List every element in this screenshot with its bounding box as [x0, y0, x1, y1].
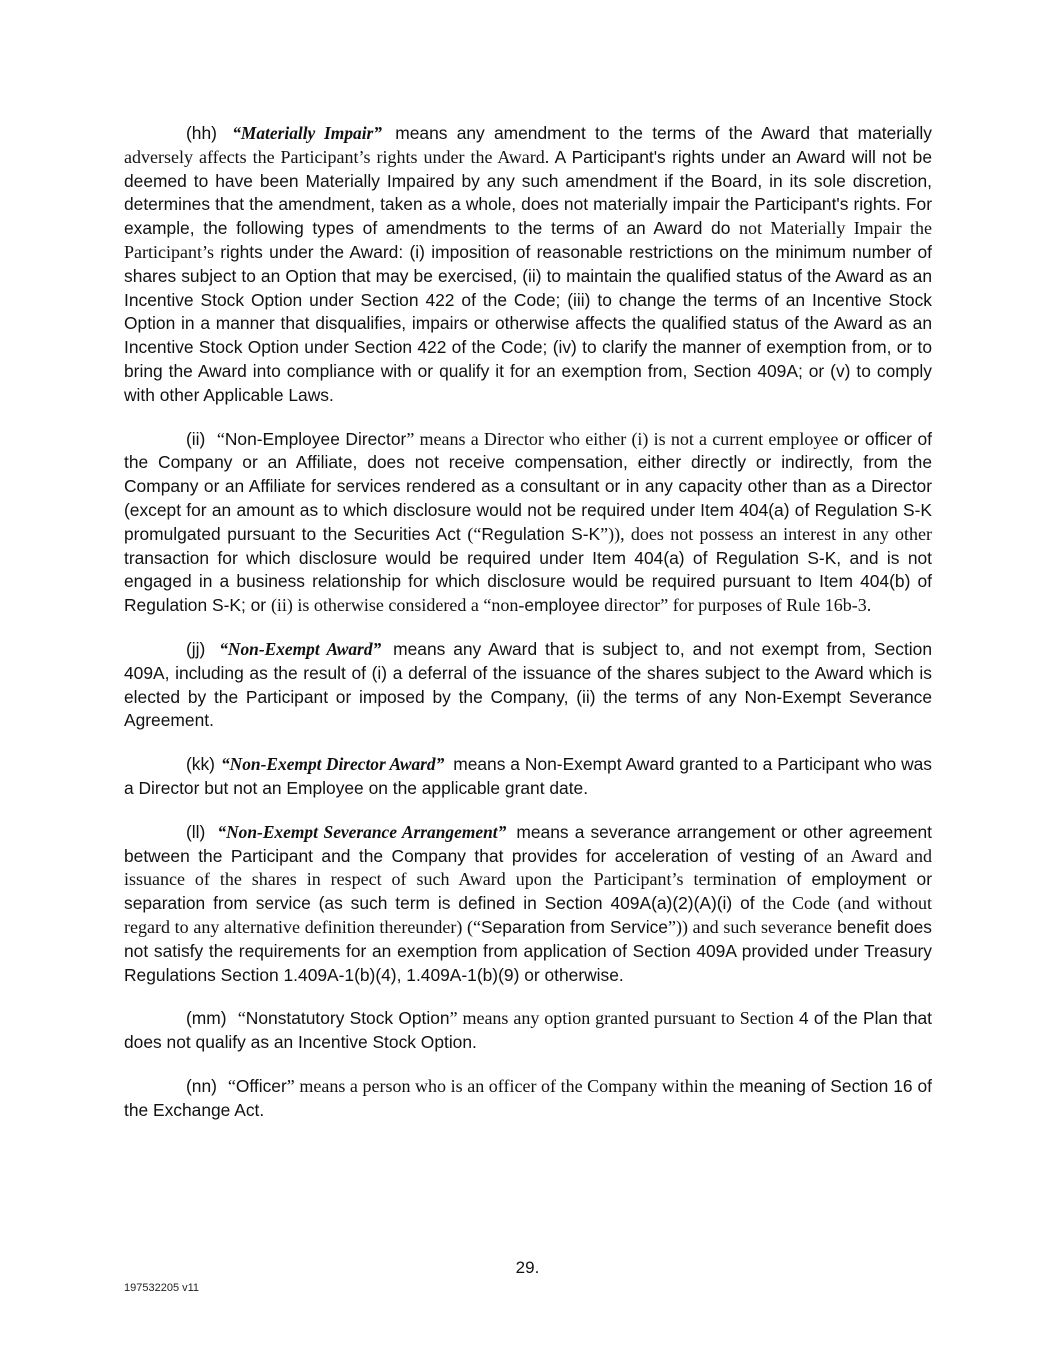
defined-term: “Non-Exempt Severance Arrangement” — [217, 821, 507, 842]
section-number: (ii) — [186, 428, 206, 449]
definition-hh — [124, 122, 932, 408]
definition-text: rights under the Award: (i) imposition of reasonable restrictions on the minimum number of shares subject to an Option that may be exercised, (ii) to maintain the qualified status of the Award as an Incentive Stock Option under Section 422 of the Code; (iii) to change the terms of an Incentive Stock Option in a manner that disqualifies, impairs or otherwise affects the qualified status of the Award as an Incentive Stock Option under Section 422 of the Code; (iv) to clarify the manner of exemption from, or to bring the Award into compliance with or qualify it for an exemption from, Section 409A; or (v) to comply with other Applicable Laws. — [124, 241, 932, 405]
section-number: (mm) — [186, 1008, 227, 1029]
defined-term: Nonstatutory Stock Option — [245, 1008, 450, 1029]
defined-term: “Materially Impair” — [232, 123, 383, 143]
definition-text: or officer of the Company or an Affiliate, does not receive compensation, either directly or indirectly, from the Company or an Affiliate for services rendered as a consultant or in any capacity other than as a Director (except for an amount as to which disclosure would not be required under Item 404(a) of Regulation S-K promulgated pursuant to the Securities Act — [124, 428, 933, 544]
definition-text: means a Non-Exempt Award granted to a Participant who was a Director but not an Employee on the applicable grant date. — [124, 754, 932, 798]
definition-text: means any amendment to the terms of the Award that materially — [386, 123, 932, 143]
document-body — [124, 122, 932, 1142]
section-number: (jj) — [186, 638, 206, 659]
defined-term: Officer — [235, 1075, 287, 1096]
definition-text-serif: ” means a person who is an officer of the Company within the — [286, 1075, 735, 1096]
definition-text: 4 of the Plan that does not qualify as an Incentive Stock Option. — [124, 1008, 933, 1053]
definition-text: means any Award that is subject to, and not exempt from, Section 409A, including as the result of (i) a deferral of the issuance of the shares subject to the Award which is elected by the Participant or imposed by the Company, (ii) the terms of any Non-Exempt Severance Agreement. — [124, 638, 932, 731]
open-quote: “ — [237, 1008, 246, 1029]
definition-text-serif: director” for purposes of Rule 16b-3. — [599, 595, 872, 616]
definition-text: Separation from Service — [481, 916, 668, 937]
definition-text-serif: (ii) is otherwise considered a “non- — [270, 595, 525, 616]
section-number: (ll) — [186, 821, 206, 842]
defined-term: Non-Employee Director — [224, 428, 407, 449]
open-quote: “ — [216, 428, 225, 449]
section-number: (nn) — [186, 1075, 217, 1096]
page-number: 29. — [515, 1258, 540, 1277]
definition-text: benefit does not satisfy the requirements for an exemption from application of Section 409A provided under Treasury Regulations Section 1.409A-1(b)(4), 1.409A-1(b)(9) or otherwise. — [124, 916, 932, 985]
definition-text: of employment or separation from service (as such term is defined in Section 409A(a)(2)(A)(i) of — [124, 869, 932, 914]
open-quote: “ — [227, 1075, 236, 1096]
definition-text-serif: ”)), does not possess an interest in any other — [600, 523, 932, 544]
definition-text-serif: not Materially Impair the Participant’s — [124, 218, 932, 262]
definition-text-serif: an Award and issuance of the shares in respect of such Award upon the Participant’s termination — [124, 845, 932, 890]
definition-jj — [124, 638, 932, 733]
section-number: (kk) — [186, 754, 215, 775]
definition-text: transaction for which disclosure would be required under Item 404(a) of Regulation S-K, and is not engaged in a business relationship for which disclosure would be required pursuant to Item 404(b) of Regulation S-K; or — [124, 547, 932, 616]
definition-ll — [124, 821, 932, 988]
defined-term: “Non-Exempt Award” — [219, 638, 382, 659]
definition-text-serif: (“ — [467, 523, 482, 544]
definition-text-serif: ” means any option granted pursuant to Section — [449, 1008, 794, 1029]
definition-kk — [124, 753, 932, 801]
document-id: 197532205 v11 — [124, 1282, 200, 1294]
definition-text: means a severance arrangement or other agreement between the Participant and the Company that provides for acceleration of vesting of — [124, 821, 932, 866]
definition-mm — [124, 1007, 932, 1055]
definition-text-serif: adversely affects the Participant’s rights under the Award. — [124, 146, 550, 167]
definition-ii — [124, 428, 932, 618]
definition-text: employee — [524, 595, 600, 616]
section-number: (hh) — [186, 123, 217, 143]
definition-text: Regulation S-K — [481, 523, 601, 544]
definition-text: A Participant's rights under an Award will not be deemed to have been Materially Impaired by any such amendment if the Board, in its sole discretion, determines that the amendment, taken as a whole, does not materially impair the Participant's rights. For example, the following types of amendments to the terms of an Award do — [124, 146, 932, 239]
definition-text-serif: the Code (and without regard to any alternative definition thereunder) (“ — [124, 893, 932, 937]
definition-text-serif: ” means a Director who either (i) is not a current employee — [406, 428, 839, 449]
definition-text-serif: ”)) and such severance — [667, 916, 832, 937]
defined-term: “Non-Exempt Director Award” — [220, 754, 445, 775]
definition-text: meaning of Section 16 of the Exchange Act. — [124, 1075, 932, 1120]
definition-nn — [124, 1075, 932, 1123]
